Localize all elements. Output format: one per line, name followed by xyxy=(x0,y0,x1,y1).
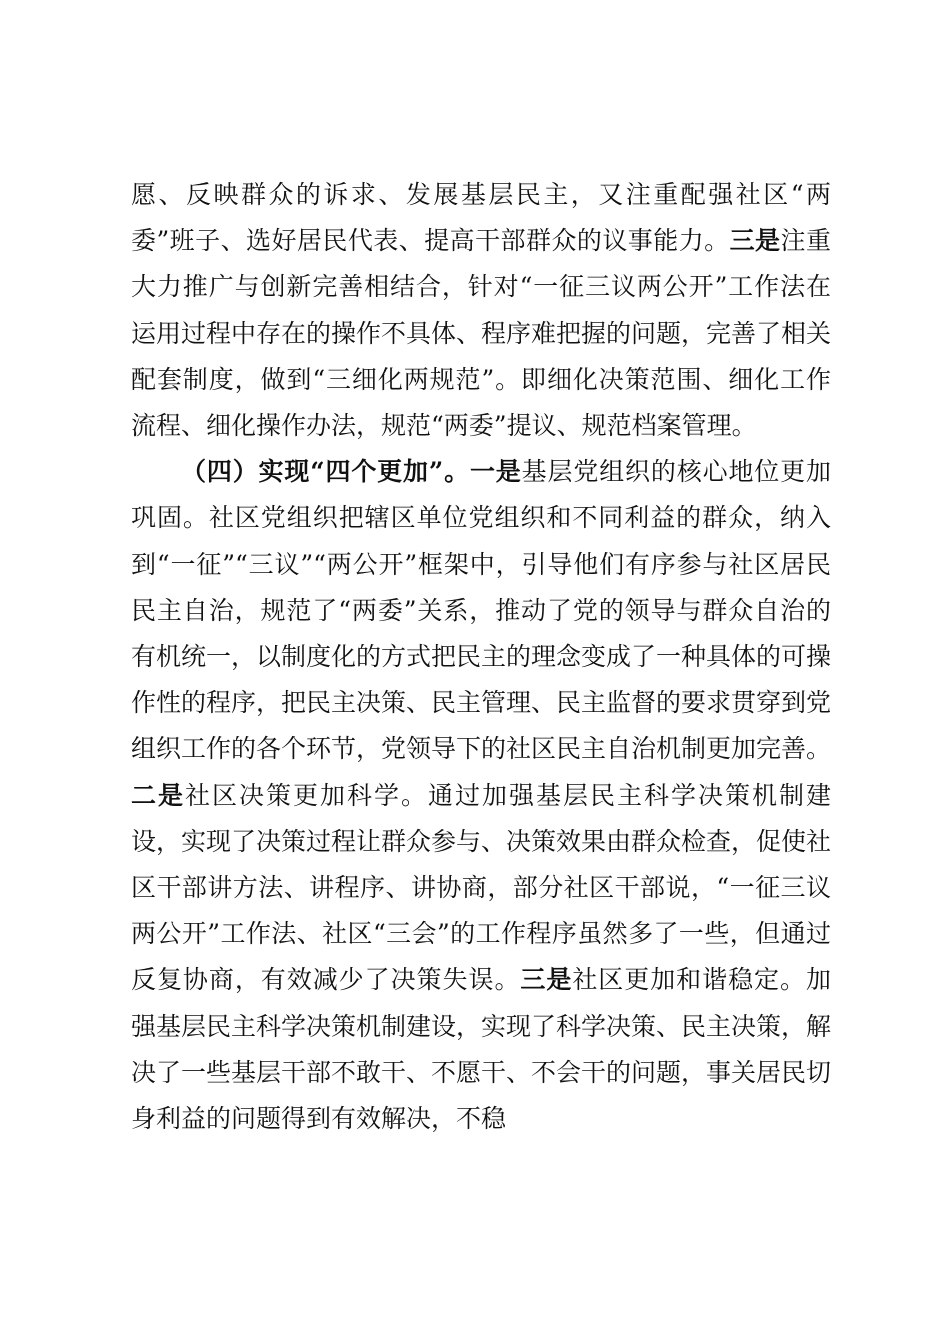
paragraph-section-four xyxy=(131,449,831,1142)
paragraph-1-marker-three: 三是 xyxy=(729,226,781,256)
paragraph-2-marker-three: 三是 xyxy=(520,965,573,995)
paragraph-2-text-1: 基层党组织的核心地位更加巩固。社区党组织把辖区单位党组织和不同利益的群众，纳入到“一征”“三议”“两公开”框架中，引导他们有序参与社区居民民主自治，规范了“两委”关系，推动了党的领导与群众自治的有机统一，以制度化的方式把民主的理念变成了一种具体的可操作性的程序，把民主决策、民主管理、民主监督的要求贯穿到党组织工作的各个环节，党领导下的社区民主自治机制更加完善。 xyxy=(131,457,832,764)
paragraph-1-text-1: 愿、反映群众的诉求、发展基层民主，又注重配强社区“两委”班子、选好居民代表、提高干部群众的议事能力。 xyxy=(131,180,831,256)
paragraph-2-text-2: 社区决策更加科学。通过加强基层民主科学决策机制建设，实现了决策过程让群众参与、决策效果由群众检查，促使社区干部讲方法、讲程序、讲协商，部分社区干部说，“一征三议两公开”工作法、社区“三会”的工作程序虽然多了一些，但通过反复协商，有效减少了决策失误。 xyxy=(131,780,832,995)
body-text xyxy=(131,172,831,1142)
paragraph-2-marker-two: 二是 xyxy=(131,780,185,810)
paragraph-2-marker-one: 一是 xyxy=(469,457,522,487)
section-heading: （四）实现“四个更加”。 xyxy=(181,457,470,487)
paragraph-continued xyxy=(131,172,831,449)
paragraph-1-text-2: 注重大力推广与创新完善相结合，针对“一征三议两公开”工作法在运用过程中存在的操作不具体、程序难把握的问题，完善了相关配套制度，做到“三细化两规范”。即细化决策范围、细化工作流程、细化操作办法，规范“两委”提议、规范档案管理。 xyxy=(131,226,832,441)
paragraph-2-text-3: 社区更加和谐稳定。加强基层民主科学决策机制建设，实现了科学决策、民主决策，解决了一些基层干部不敢干、不愿干、不会干的问题，事关居民切身利益的问题得到有效解决，不稳 xyxy=(131,965,832,1134)
